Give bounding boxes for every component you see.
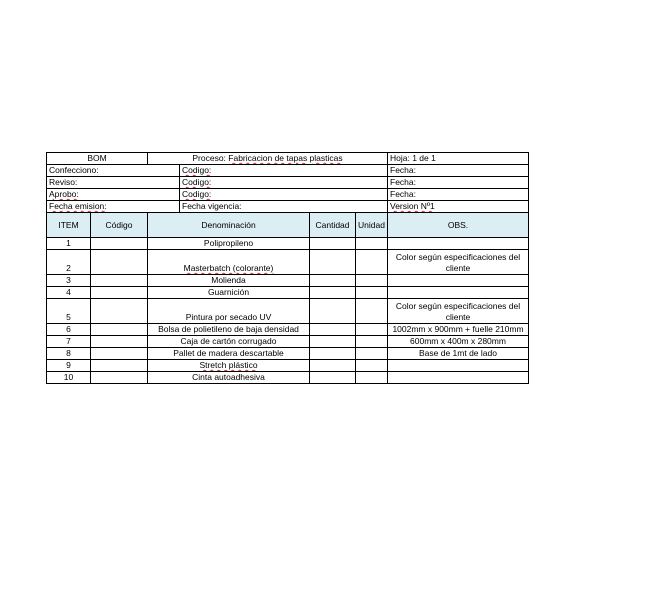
version-label: Version Nº1 [388,201,529,213]
form-row-5 [47,201,529,213]
item-cell: 10 [47,372,91,384]
obs-cell [388,287,529,299]
form-row-4 [47,189,529,201]
obs-cell: Color según especificaciones del cliente [388,250,529,275]
table-row [47,372,529,384]
header-unidad: Unidad [356,213,388,238]
form-row-1 [47,153,529,165]
unidad-cell [356,372,388,384]
cantidad-cell [310,372,356,384]
codigo-cell [91,324,148,336]
obs-cell: 600mm x 400m x 280mm [388,336,529,348]
table-row [47,299,529,324]
denominacion-cell: Caja de cartón corrugado [148,336,310,348]
header-cantidad: Cantidad [310,213,356,238]
denominacion-cell: Cinta autoadhesiva [148,372,310,384]
item-cell: 2 [47,250,91,275]
denominacion-text: Stretch plástico [199,360,258,370]
codigo-cell [91,275,148,287]
bom-table [46,152,529,384]
table-header-row [47,213,529,238]
table-row [47,348,529,360]
unidad-cell [356,238,388,250]
cantidad-cell [310,348,356,360]
unidad-cell [356,336,388,348]
unidad-cell [356,250,388,275]
table-row [47,238,529,250]
obs-cell: 1002mm x 900mm + fuelle 210mm [388,324,529,336]
item-cell: 3 [47,275,91,287]
item-cell: 8 [47,348,91,360]
header-codigo: Código [91,213,148,238]
cantidad-cell [310,336,356,348]
unidad-cell [356,287,388,299]
obs-cell [388,238,529,250]
fecha-emision-label: Fecha emision: [47,201,180,213]
proceso-value: Fabricacion de tapas plasticas [228,153,343,163]
denominacion-cell: Pallet de madera descartable [148,348,310,360]
table-row [47,287,529,299]
reviso-label: Reviso: [47,177,180,189]
item-cell: 9 [47,360,91,372]
cantidad-cell [310,360,356,372]
obs-cell [388,360,529,372]
aprobo-label: Aprobo: [47,189,180,201]
unidad-cell [356,324,388,336]
unidad-cell [356,360,388,372]
form-row-3 [47,177,529,189]
codigo-cell [91,336,148,348]
table-row [47,250,529,275]
cantidad-cell [310,299,356,324]
bom-label: BOM [47,153,148,165]
bom-sheet [46,152,529,384]
proceso-label: Proceso: [192,153,226,163]
codigo-cell [91,287,148,299]
unidad-cell [356,275,388,287]
obs-cell: Base de 1mt de lado [388,348,529,360]
item-cell: 4 [47,287,91,299]
denominacion-cell: Bolsa de polietileno de baja densidad [148,324,310,336]
item-cell: 7 [47,336,91,348]
item-cell: 6 [47,324,91,336]
fecha-label-2: Fecha: [388,177,529,189]
denominacion-cell [148,250,310,275]
table-row [47,336,529,348]
header-obs: OBS. [388,213,529,238]
header-denominacion: Denominación [148,213,310,238]
unidad-cell [356,348,388,360]
denominacion-cell: Molienda [148,275,310,287]
cantidad-cell [310,287,356,299]
obs-cell: Color según especificaciones del cliente [388,299,529,324]
cantidad-cell [310,324,356,336]
item-cell: 1 [47,238,91,250]
unidad-cell [356,299,388,324]
codigo-cell [91,299,148,324]
cantidad-cell [310,250,356,275]
codigo-cell [91,250,148,275]
obs-cell [388,372,529,384]
codigo-label-3: Codigo: [180,189,388,201]
denominacion-cell: Guarnición [148,287,310,299]
codigo-label-2: Codigo: [180,177,388,189]
cantidad-cell [310,238,356,250]
fecha-label-3: Fecha: [388,189,529,201]
codigo-cell [91,348,148,360]
denominacion-cell [148,360,310,372]
table-row [47,360,529,372]
item-cell: 5 [47,299,91,324]
hoja-cell: Hoja: 1 de 1 [388,153,529,165]
denominacion-cell: Pintura por secado UV [148,299,310,324]
cantidad-cell [310,275,356,287]
proceso-cell [148,153,388,165]
fecha-vigencia-label: Fecha vigencia: [180,201,388,213]
obs-cell [388,275,529,287]
fecha-label-1: Fecha: [388,165,529,177]
denominacion-cell: Polipropileno [148,238,310,250]
codigo-cell [91,238,148,250]
table-row [47,275,529,287]
denominacion-text: Masterbatch (colorante) [183,263,274,273]
codigo-label-1: Codigo: [180,165,388,177]
codigo-cell [91,360,148,372]
confecciono-label: Confecciono: [47,165,180,177]
table-row [47,324,529,336]
header-item: ITEM [47,213,91,238]
form-row-2 [47,165,529,177]
codigo-cell [91,372,148,384]
